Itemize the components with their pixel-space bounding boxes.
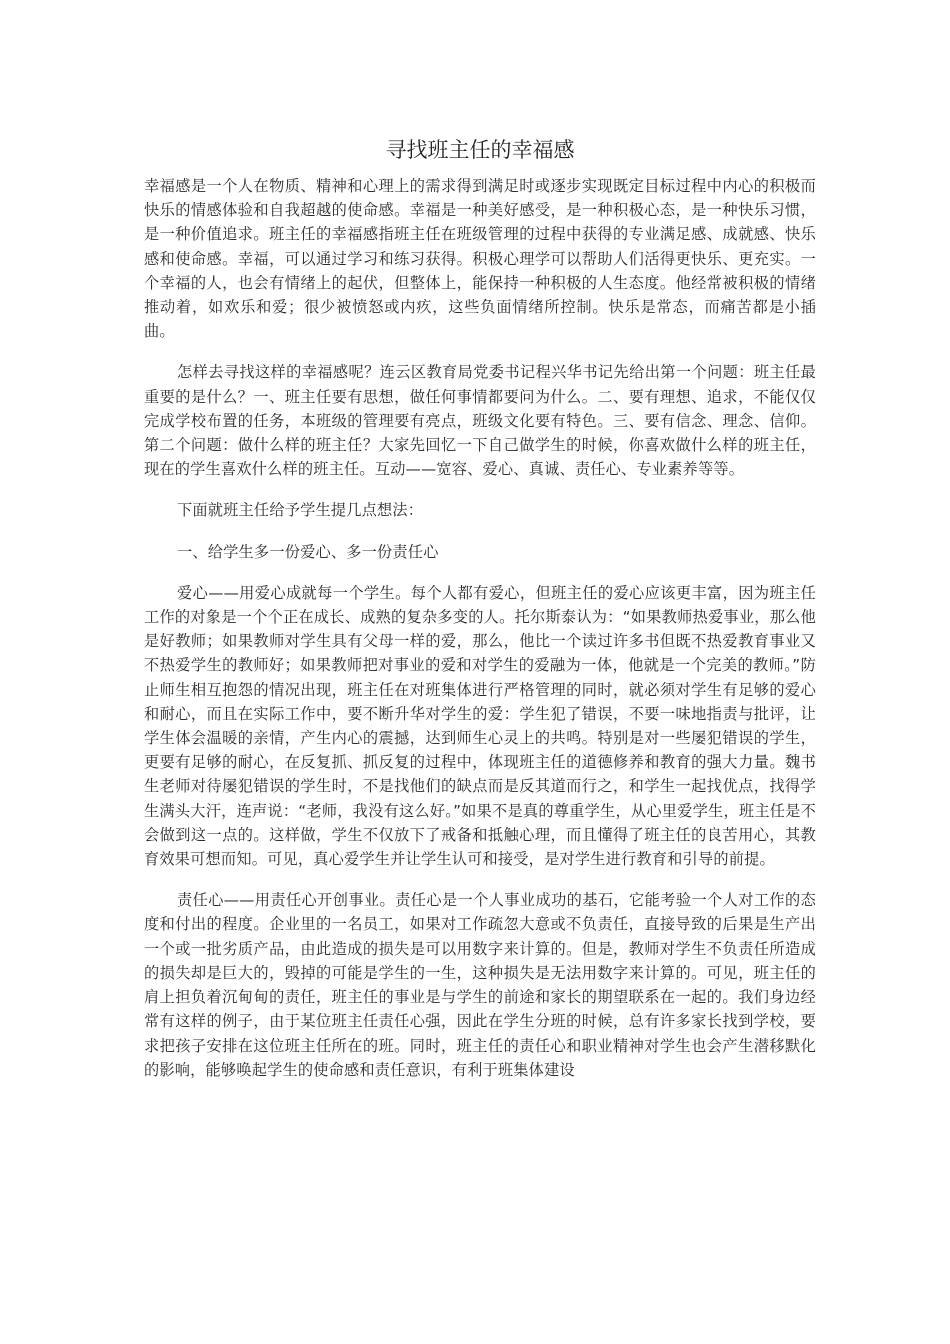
document-title: 寻找班主任的幸福感 [385,138,575,162]
section-heading-1: 一、给学生多一份爱心、多一份责任心 [177,542,439,561]
paragraph-intro: 幸福感是一个人在物质、精神和心理上的需求得到满足时或逐步实现既定目标过程中内心的积极而快乐的情感体验和自我超越的使命感。幸福是一种美好感受，是一种积极心态，是一种快乐习惯，是一种价值追求。班主任的幸福感指班主任在班级管理的过程中获得的专业满足感、成就感、快乐感和使命感。幸福，可以通过学习和练习获得。积极心理学可以帮助人们活得更快乐、更充实。一个幸福的人，也会有情绪上的起伏，但整体上，能保持一种积极的人生态度。他经常被积极的情绪推动着，如欢乐和爱；很少被愤怒或内疚，这些负面情绪所控制。快乐是常态，而痛苦都是小插曲。 [144,177,816,341]
paragraph-love: 爱心——用爱心成就每一个学生。每个人都有爱心，但班主任的爱心应该更丰富，因为班主任工作的对象是一个个正在成长、成熟的复杂多变的人。托尔斯泰认为：“如果教师热爱事业，那么他是好教师；如果教师对学生具有父母一样的爱，那么，他比一个读过许多书但既不热爱教育事业又不热爱学生的教师好；如果教师把对事业的爱和对学生的爱融为一体，他就是一个完美的教师。”防止师生相互抱怨的情况出现，班主任在对班集体进行严格管理的同时，就必须对学生有足够的爱心和耐心，而且在实际工作中，要不断升华对学生的爱：学生犯了错误，不要一味地指责与批评，让学生体会温暖的亲情，产生内心的震撼，达到师生心灵上的共鸣。特别是对一些屡犯错误的学生，更要有足够的耐心，在反复抓、抓反复的过程中，体现班主任的道德修养和教育的强大力量。魏书生老师对待屡犯错误的学生时，不是找他们的缺点而是反其道而行之，和学生一起找优点，找得学生满头大汗，连声说：“老师，我没有这么好。”如果不是真的尊重学生，从心里爱学生，班主任是不会做到这一点的。这样做，学生不仅放下了戒备和抵触心理，而且懂得了班主任的良苦用心，其教育效果可想而知。可见，真心爱学生并让学生认可和接受，是对学生进行教育和引导的前提。 [144,583,816,869]
document-page [144,132,816,1082]
paragraph-responsibility: 责任心——用责任心开创事业。责任心是一个人事业成功的基石，它能考验一个人对工作的态度和付出的程度。企业里的一名员工，如果对工作疏忽大意或不负责任，直接导致的后果是生产出一个或一批劣质产品，由此造成的损失是可以用数字来计算的。但是，教师对学生不负责任所造成的损失却是巨大的，毁掉的可能是学生的一生，这种损失是无法用数字来计算的。可见，班主任的肩上担负着沉甸甸的责任，班主任的事业是与学生的前途和家长的期望联系在一起的。我们身边经常有这样的例子，由于某位班主任责任心强，因此在学生分班的时候，总有许多家长找到学校，要求把孩子安排在这位班主任所在的班。同时，班主任的责任心和职业精神对学生也会产生潜移默化的影响，能够唤起学生的使命感和责任意识，有利于班集体建设 [144,891,816,1079]
paragraph-suggestions-lead: 下面就班主任给予学生提几点想法： [177,501,424,520]
paragraph-questions: 怎样去寻找这样的幸福感呢？连云区教育局党委书记程兴华书记先给出第一个问题：班主任最重要的是什么？一、班主任要有思想，做任何事情都要问为什么。二、要有理想、追求，不能仅仅完成学校布置的任务，本班级的管理要有亮点，班级文化要有特色。三、要有信念、理念、信仰。第二个问题：做什么样的班主任？大家先回忆一下自己做学生的时候，你喜欢做什么样的班主任，现在的学生喜欢什么样的班主任。互动——宽容、爱心、真诚、责任心、专业素养等等。 [144,363,816,479]
